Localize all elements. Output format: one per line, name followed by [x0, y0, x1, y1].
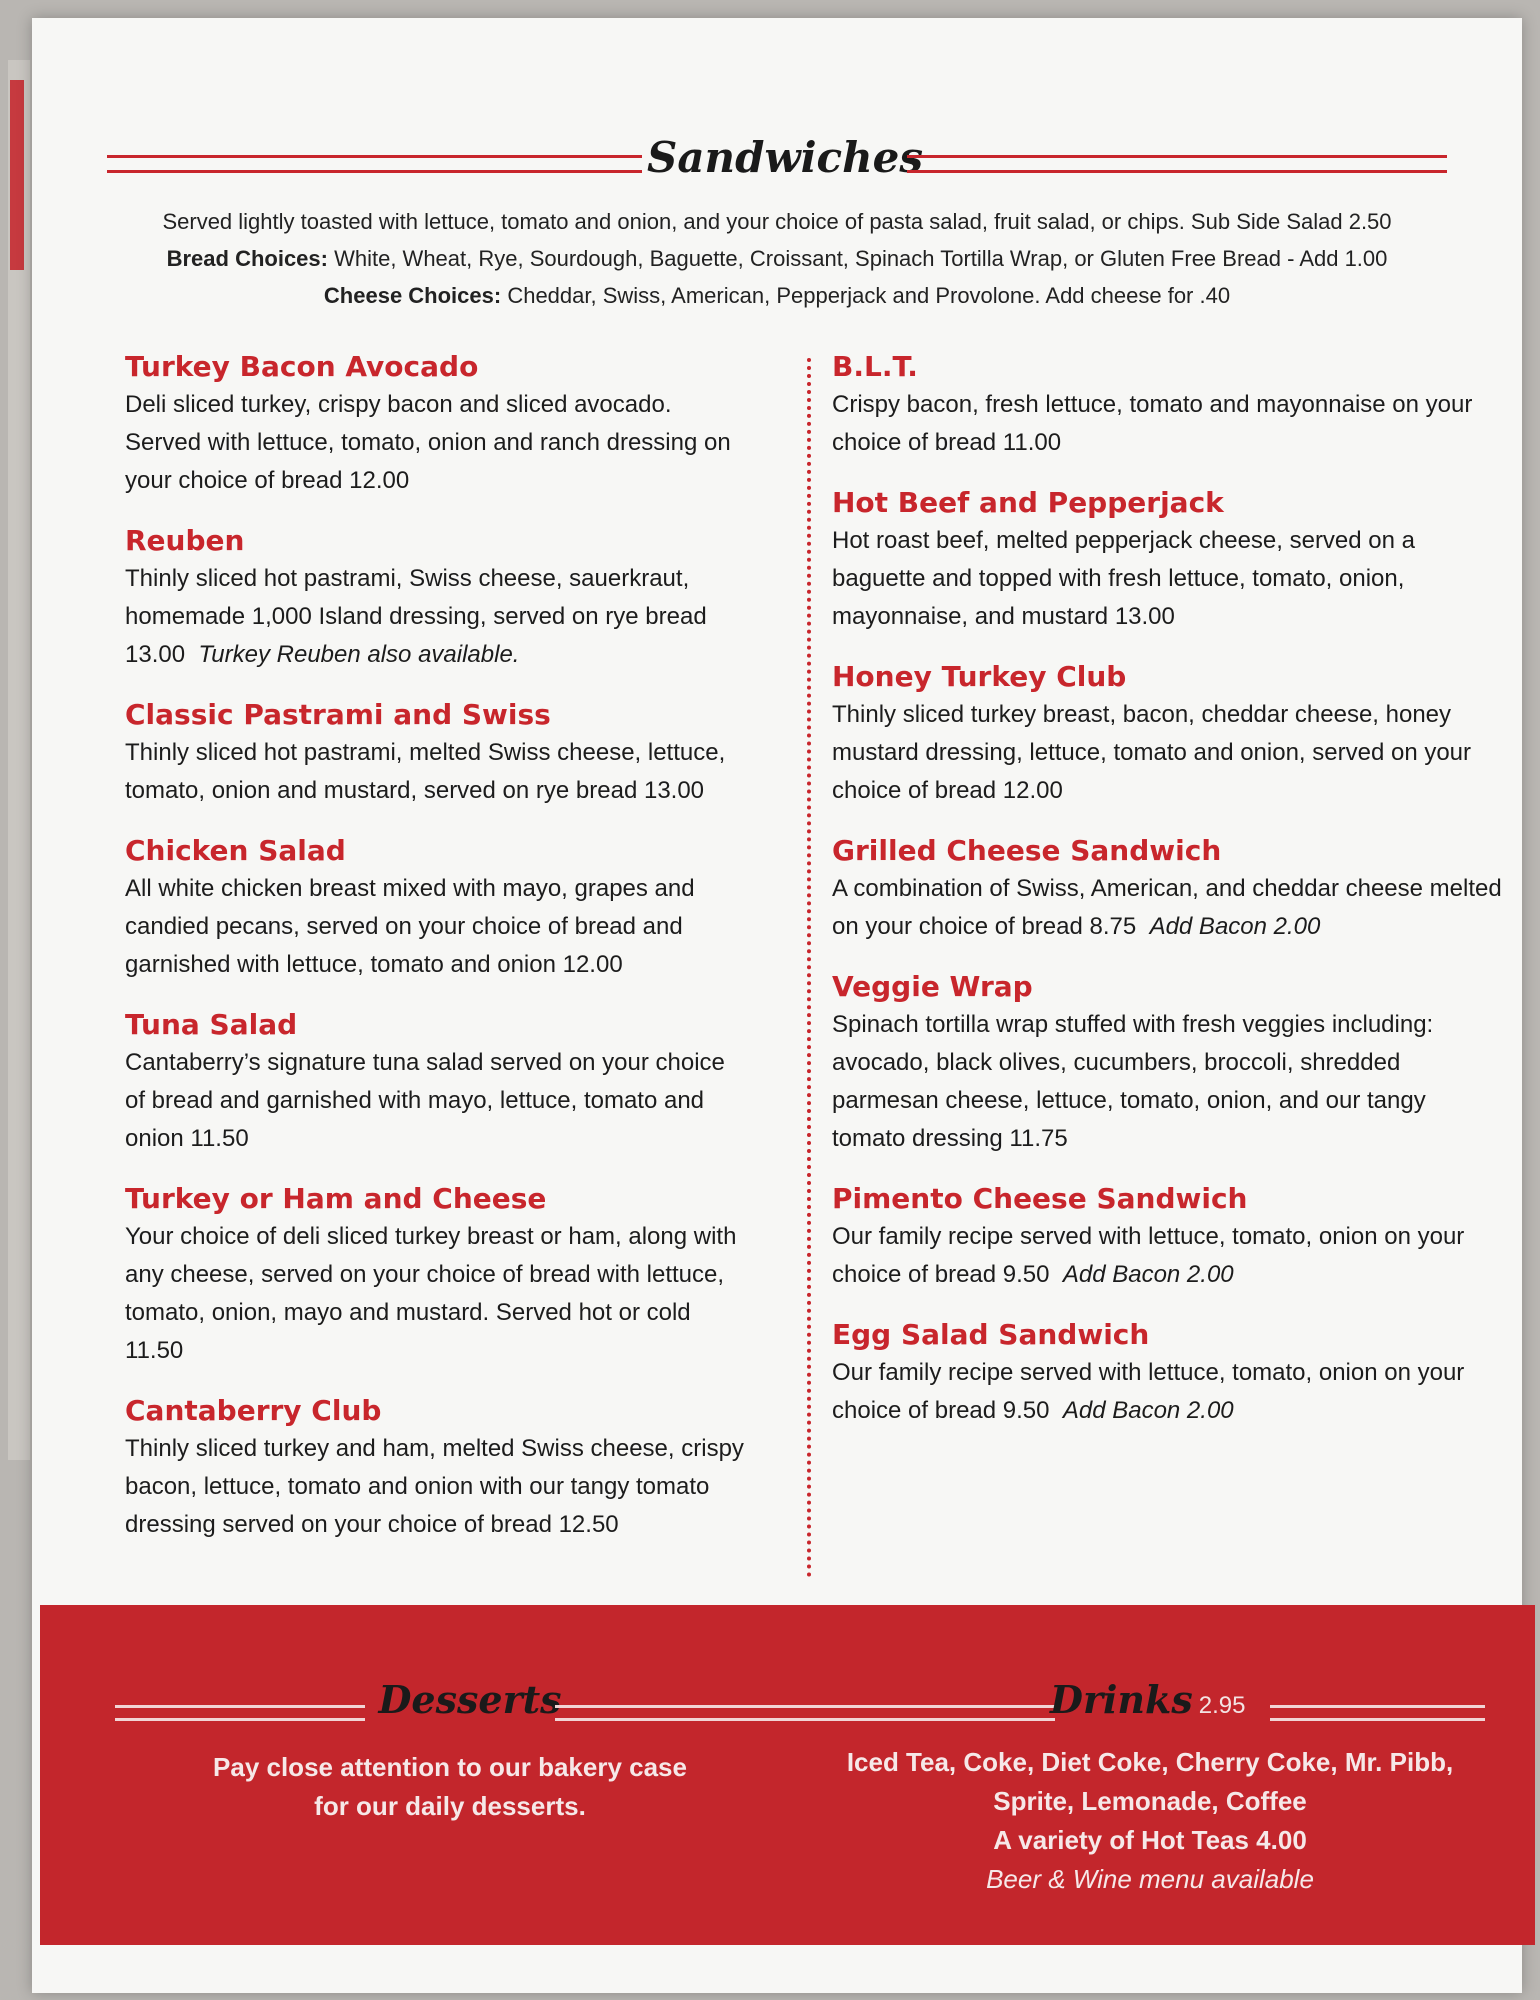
desserts-title: Desserts — [378, 1677, 562, 1722]
menu-item — [125, 832, 745, 984]
menu-item — [125, 1392, 745, 1544]
background-edge — [8, 60, 30, 1460]
item-name: Reuben — [125, 524, 245, 557]
item-name: Pimento Cheese Sandwich — [832, 1182, 1248, 1215]
item-description — [125, 560, 745, 674]
item-desc-text: A combination of Swiss, American, and cheddar cheese melted on your choice of bread 8.75 — [832, 875, 1502, 940]
panel-rule-middle — [555, 1705, 1055, 1721]
item-name: Honey Turkey Club — [832, 660, 1127, 693]
left-column — [125, 348, 745, 1566]
item-note: Add Bacon 2.00 — [1062, 1397, 1234, 1424]
item-note: Turkey Reuben also available. — [198, 641, 520, 668]
desserts-text — [170, 1748, 730, 1826]
desserts-line: for our daily desserts. — [314, 1791, 586, 1821]
item-name: Grilled Cheese Sandwich — [832, 834, 1222, 867]
item-name: Egg Salad Sandwich — [832, 1318, 1150, 1351]
item-description — [832, 1218, 1502, 1294]
item-name: B.L.T. — [832, 350, 918, 383]
drinks-rule-right — [1270, 1705, 1485, 1721]
item-name: Veggie Wrap — [832, 970, 1033, 1003]
cheese-text: Cheddar, Swiss, American, Pepperjack and Provolone. Add cheese for .40 — [501, 283, 1231, 308]
item-description — [125, 1044, 745, 1158]
desserts-line: Pay close attention to our bakery case — [213, 1752, 687, 1782]
item-description — [832, 522, 1502, 636]
item-desc-text: Deli sliced turkey, crispy bacon and sliced avocado. Served with lettuce, tomato, onion and ranch dressing on your choice of bread 12.00 — [125, 391, 731, 494]
bread-text: White, Wheat, Rye, Sourdough, Baguette, Croissant, Spinach Tortilla Wrap, or Gluten Free Bread - Add 1.00 — [327, 246, 1388, 271]
header-rule-left — [107, 155, 642, 173]
menu-item — [125, 696, 745, 810]
menu-item — [832, 658, 1502, 810]
sandwiches-title: Sandwiches — [647, 133, 924, 182]
cheese-choices — [92, 277, 1462, 314]
item-description — [125, 870, 745, 984]
column-divider — [807, 358, 811, 1578]
desserts-drinks-panel — [40, 1605, 1535, 1945]
item-description — [832, 1006, 1502, 1158]
drinks-price: 2.95 — [1198, 1692, 1246, 1719]
cheese-label: Cheese Choices: — [323, 283, 502, 308]
item-desc-text: Your choice of deli sliced turkey breast or ham, along with any cheese, served on your choice of bread with lettuce, tomato, onion, mayo and mustard. Served hot or cold 11.50 — [125, 1223, 737, 1364]
intro-line: Served lightly toasted with lettuce, tomato and onion, and your choice of pasta salad, fruit salad, or chips. Sub Side Salad 2.50 — [162, 209, 1392, 234]
item-description — [125, 1218, 745, 1370]
right-column — [832, 348, 1502, 1452]
drinks-line-note: Beer & Wine menu available — [986, 1864, 1314, 1894]
menu-item — [832, 832, 1502, 946]
menu-item — [125, 348, 745, 500]
desserts-rule-left — [115, 1705, 365, 1721]
item-description — [832, 870, 1502, 946]
item-name: Classic Pastrami and Swiss — [125, 698, 551, 731]
item-desc-text: Spinach tortilla wrap stuffed with fresh veggies including: avocado, black olives, cucumbers, broccoli, shredded parmesan cheese, lettuce, tomato, onion, and our tangy tomato dressing 11.75 — [832, 1011, 1434, 1152]
item-description — [832, 696, 1502, 810]
item-desc-text: Thinly sliced hot pastrami, Swiss cheese, sauerkraut, homemade 1,000 Island dressing, served on rye bread 13.00 — [125, 565, 707, 668]
item-name: Hot Beef and Pepperjack — [832, 486, 1224, 519]
item-description — [125, 734, 745, 810]
item-desc-text: All white chicken breast mixed with mayo, grapes and candied pecans, served on your choice of bread and garnished with lettuce, tomato and onion 12.00 — [125, 875, 695, 978]
item-description — [832, 386, 1502, 462]
item-description — [125, 386, 745, 500]
item-desc-text: Our family recipe served with lettuce, tomato, onion on your choice of bread 9.50 — [832, 1359, 1465, 1424]
item-name: Chicken Salad — [125, 834, 346, 867]
bread-choices — [92, 240, 1462, 277]
sandwiches-intro — [92, 203, 1462, 314]
drinks-text — [840, 1743, 1460, 1899]
item-desc-text: Thinly sliced turkey and ham, melted Swiss cheese, crispy bacon, lettuce, tomato and onion with our tangy tomato dressing served on your choice of bread 12.50 — [125, 1435, 744, 1538]
menu-item — [125, 1180, 745, 1370]
item-note: Add Bacon 2.00 — [1062, 1261, 1234, 1288]
item-desc-text: Thinly sliced hot pastrami, melted Swiss cheese, lettuce, tomato, onion and mustard, served on rye bread 13.00 — [125, 739, 726, 804]
item-name: Turkey Bacon Avocado — [125, 350, 479, 383]
item-name: Turkey or Ham and Cheese — [125, 1182, 547, 1215]
sandwiches-header — [107, 133, 1447, 191]
item-description — [125, 1430, 745, 1544]
item-desc-text: Cantaberry’s signature tuna salad served on your choice of bread and garnished with mayo, lettuce, tomato and onion 11.50 — [125, 1049, 725, 1152]
item-name: Tuna Salad — [125, 1008, 298, 1041]
drinks-line: Sprite, Lemonade, Coffee — [993, 1786, 1307, 1816]
drinks-title: Drinks — [1050, 1677, 1193, 1722]
background-edge-red — [10, 80, 24, 270]
menu-item — [125, 522, 745, 674]
menu-item — [832, 348, 1502, 462]
header-rule-right — [907, 155, 1447, 173]
item-description — [832, 1354, 1502, 1430]
item-desc-text: Thinly sliced turkey breast, bacon, cheddar cheese, honey mustard dressing, lettuce, tomato and onion, served on your choice of bread 12.00 — [832, 701, 1472, 804]
item-note: Add Bacon 2.00 — [1149, 913, 1321, 940]
menu-item — [832, 968, 1502, 1158]
bread-label: Bread Choices: — [166, 246, 328, 271]
menu-item — [832, 1316, 1502, 1430]
item-desc-text: Hot roast beef, melted pepperjack cheese, served on a baguette and topped with fresh lettuce, tomato, onion, mayonnaise, and mustard 13.00 — [832, 527, 1416, 630]
item-desc-text: Crispy bacon, fresh lettuce, tomato and mayonnaise on your choice of bread 11.00 — [832, 391, 1473, 456]
item-desc-text: Our family recipe served with lettuce, tomato, onion on your choice of bread 9.50 — [832, 1223, 1465, 1288]
drinks-line: A variety of Hot Teas 4.00 — [993, 1825, 1307, 1855]
item-name: Cantaberry Club — [125, 1394, 382, 1427]
menu-item — [125, 1006, 745, 1158]
drinks-line: Iced Tea, Coke, Diet Coke, Cherry Coke, Mr. Pibb, — [846, 1747, 1454, 1777]
menu-item — [832, 1180, 1502, 1294]
menu-item — [832, 484, 1502, 636]
